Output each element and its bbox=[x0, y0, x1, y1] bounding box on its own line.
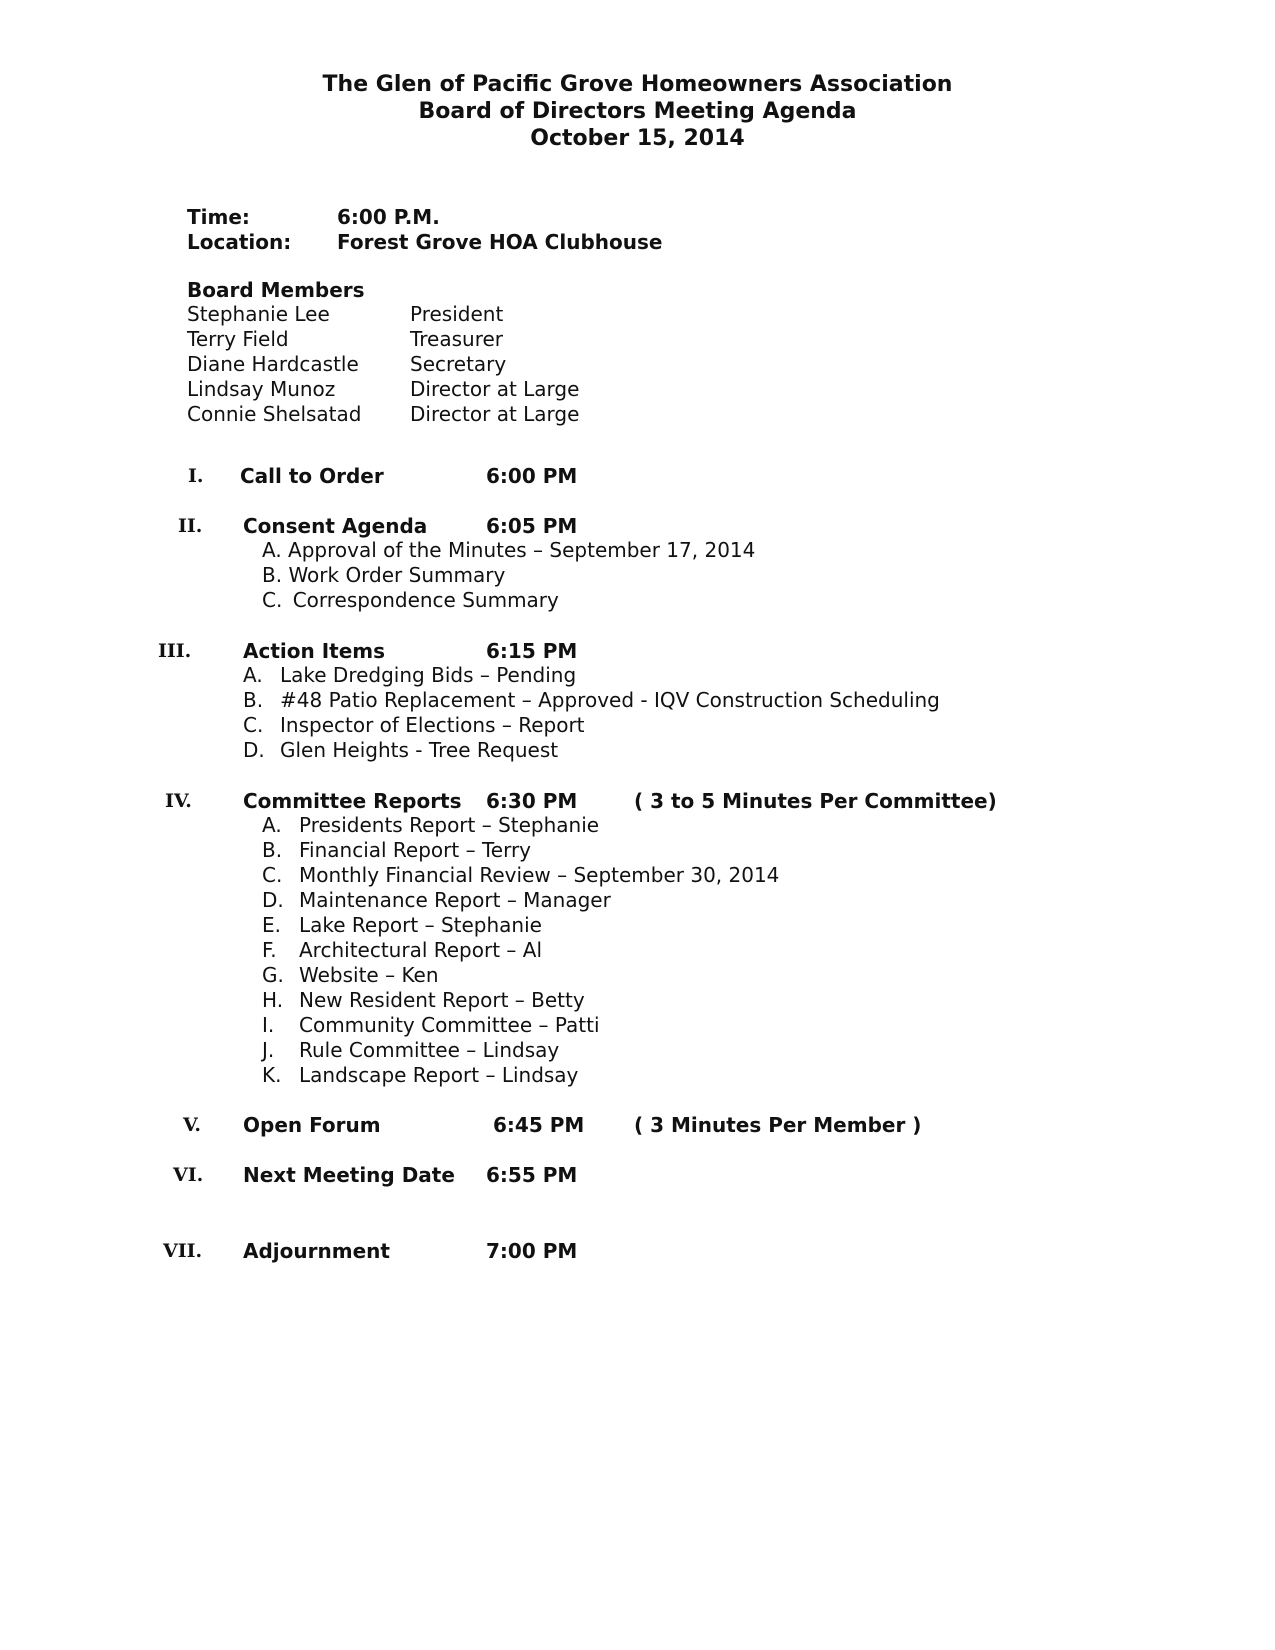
item-letter: I. bbox=[262, 1013, 275, 1037]
board-member-role: Treasurer bbox=[410, 327, 504, 351]
item-letter: H. bbox=[262, 988, 284, 1012]
section-title: Committee Reports bbox=[243, 789, 462, 813]
item-text: Lake Dredging Bids – Pending bbox=[280, 663, 577, 687]
location-value: Forest Grove HOA Clubhouse bbox=[337, 230, 663, 254]
item-text: Monthly Financial Review – September 30, 2014 bbox=[299, 863, 780, 887]
item-letter: A. bbox=[243, 663, 263, 687]
agenda-item bbox=[262, 1013, 600, 1037]
board-member-name: Diane Hardcastle bbox=[187, 352, 359, 376]
agenda-item bbox=[262, 1038, 559, 1062]
item-text: Glen Heights - Tree Request bbox=[280, 738, 559, 762]
item-letter: J. bbox=[262, 1038, 275, 1062]
item-letter: A. bbox=[262, 538, 282, 562]
item-letter: C. bbox=[262, 863, 283, 887]
item-letter: C. bbox=[243, 713, 264, 737]
item-letter: D. bbox=[243, 738, 265, 762]
section-numeral: VII. bbox=[163, 1240, 203, 1262]
meeting-date: October 15, 2014 bbox=[530, 126, 745, 151]
agenda-item bbox=[243, 663, 576, 687]
section-title: Call to Order bbox=[240, 464, 384, 488]
agenda-item bbox=[262, 913, 542, 937]
section-title: Action Items bbox=[243, 639, 386, 663]
agenda-item bbox=[262, 838, 531, 862]
section-numeral: V. bbox=[183, 1114, 202, 1136]
section-title: Next Meeting Date bbox=[243, 1163, 455, 1187]
agenda-item bbox=[262, 863, 779, 887]
agenda-item bbox=[262, 588, 559, 612]
section-note: ( 3 Minutes Per Member ) bbox=[634, 1113, 922, 1137]
item-letter: B. bbox=[262, 838, 283, 862]
section-time: 6:00 PM bbox=[486, 464, 578, 488]
board-member-name: Terry Field bbox=[187, 327, 289, 351]
agenda-item bbox=[243, 688, 940, 712]
section-numeral: III. bbox=[158, 640, 192, 662]
agenda-item bbox=[262, 813, 599, 837]
board-member-name: Connie Shelsatad bbox=[187, 402, 362, 426]
agenda-item bbox=[243, 713, 585, 737]
item-text: #48 Patio Replacement – Approved - IQV Construction Scheduling bbox=[280, 688, 940, 712]
item-text: Community Committee – Patti bbox=[299, 1013, 600, 1037]
board-members-heading: Board Members bbox=[187, 278, 365, 302]
item-text: Architectural Report – Al bbox=[299, 938, 542, 962]
item-letter: B. bbox=[243, 688, 264, 712]
item-text: Lake Report – Stephanie bbox=[299, 913, 542, 937]
item-text: Inspector of Elections – Report bbox=[280, 713, 585, 737]
item-letter: B. bbox=[262, 563, 283, 587]
item-text: Rule Committee – Lindsay bbox=[299, 1038, 560, 1062]
section-time: 6:45 PM bbox=[493, 1113, 585, 1137]
item-text: Approval of the Minutes – September 17, 2014 bbox=[288, 538, 756, 562]
time-value: 6:00 P.M. bbox=[337, 205, 440, 229]
board-member-role: President bbox=[410, 302, 504, 326]
section-time: 6:30 PM bbox=[486, 789, 578, 813]
section-time: 6:15 PM bbox=[486, 639, 578, 663]
board-member-name: Stephanie Lee bbox=[187, 302, 330, 326]
board-member-name: Lindsay Munoz bbox=[187, 377, 336, 401]
section-time: 7:00 PM bbox=[486, 1239, 578, 1263]
section-time: 6:05 PM bbox=[486, 514, 578, 538]
item-letter: C. bbox=[262, 588, 283, 612]
section-numeral: VI. bbox=[173, 1164, 204, 1186]
section-note: ( 3 to 5 Minutes Per Committee) bbox=[634, 789, 997, 813]
section-time: 6:55 PM bbox=[486, 1163, 578, 1187]
item-text: Presidents Report – Stephanie bbox=[299, 813, 600, 837]
board-member-role: Director at Large bbox=[410, 402, 580, 426]
item-text: Correspondence Summary bbox=[292, 588, 559, 612]
agenda-item bbox=[262, 538, 755, 562]
section-title: Open Forum bbox=[243, 1113, 381, 1137]
item-text: Financial Report – Terry bbox=[299, 838, 532, 862]
item-text: Website – Ken bbox=[299, 963, 439, 987]
document-subtitle: Board of Directors Meeting Agenda bbox=[418, 99, 857, 124]
agenda-item bbox=[243, 738, 558, 762]
agenda-item bbox=[262, 1063, 578, 1087]
location-label: Location: bbox=[187, 230, 292, 254]
section-numeral: II. bbox=[178, 515, 203, 537]
agenda-item bbox=[262, 963, 439, 987]
item-text: Landscape Report – Lindsay bbox=[299, 1063, 579, 1087]
board-member-role: Secretary bbox=[410, 352, 507, 376]
item-letter: E. bbox=[262, 913, 281, 937]
board-member-role: Director at Large bbox=[410, 377, 580, 401]
item-letter: D. bbox=[262, 888, 284, 912]
agenda-item bbox=[262, 938, 542, 962]
time-label: Time: bbox=[187, 205, 250, 229]
item-text: Work Order Summary bbox=[288, 563, 506, 587]
item-letter: G. bbox=[262, 963, 284, 987]
agenda-item bbox=[262, 563, 505, 587]
section-title: Adjournment bbox=[243, 1239, 390, 1263]
agenda-item bbox=[262, 888, 611, 912]
item-letter: K. bbox=[262, 1063, 282, 1087]
section-title: Consent Agenda bbox=[243, 514, 428, 538]
section-numeral: I. bbox=[188, 465, 204, 487]
section-numeral: IV. bbox=[165, 790, 192, 812]
item-letter: A. bbox=[262, 813, 282, 837]
document-title: The Glen of Pacific Grove Homeowners Association bbox=[322, 72, 953, 97]
item-letter: F. bbox=[262, 938, 277, 962]
item-text: Maintenance Report – Manager bbox=[299, 888, 611, 912]
agenda-item bbox=[262, 988, 585, 1012]
item-text: New Resident Report – Betty bbox=[299, 988, 585, 1012]
